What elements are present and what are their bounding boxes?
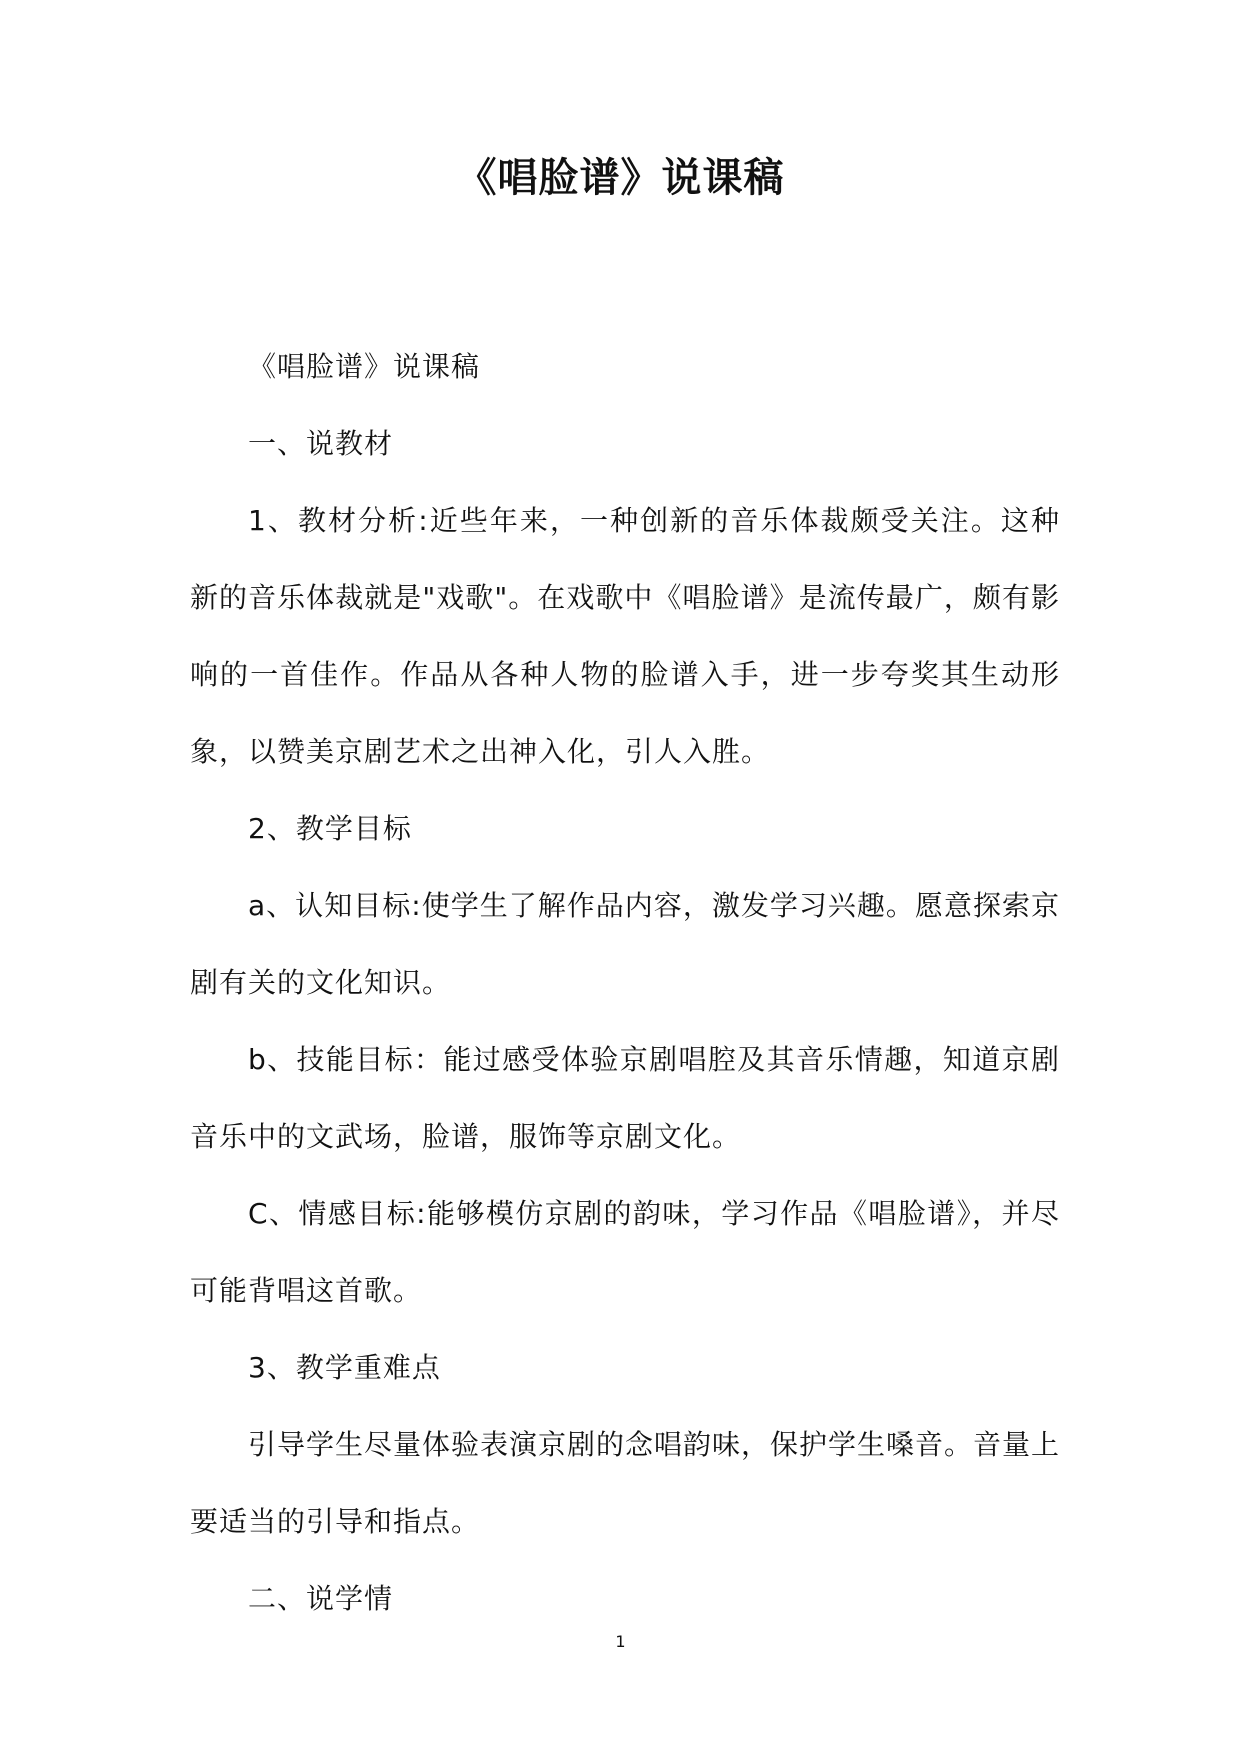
- skill-goal-paragraph: b、技能目标：能过感受体验京剧唱腔及其音乐情趣，知道京剧音乐中的文武场，脸谱，服饰等京剧文化。: [190, 1043, 1060, 1153]
- document-title: 《唱脸谱》说课稿: [456, 155, 785, 201]
- teaching-goals-heading: 2、教学目标: [248, 812, 412, 845]
- cognitive-goal-paragraph: a、认知目标:使学生了解作品内容，激发学习兴趣。愿意探索京剧有关的文化知识。: [190, 889, 1060, 999]
- section-heading-textbook: 一、说教材: [248, 427, 394, 460]
- section-heading-students: 二、说学情: [248, 1582, 394, 1615]
- page-number: 1: [615, 1632, 626, 1651]
- key-difficulties-paragraph: 引导学生尽量体验表演京剧的念唱韵味，保护学生嗓音。音量上要适当的引导和指点。: [190, 1428, 1061, 1538]
- subtitle-paragraph: 《唱脸谱》说课稿: [248, 350, 481, 383]
- key-difficulties-heading: 3、教学重难点: [248, 1351, 441, 1384]
- document-body: [190, 328, 1060, 1637]
- emotional-goal-paragraph: C、情感目标:能够模仿京剧的韵味，学习作品《唱脸谱》，并尽可能背唱这首歌。: [190, 1197, 1060, 1307]
- textbook-analysis-paragraph: 1、教材分析:近些年来，一种创新的音乐体裁颇受关注。这种新的音乐体裁就是"戏歌"。在戏歌中《唱脸谱》是流传最广，颇有影响的一首佳作。作品从各种人物的脸谱入手，进一步夸奖其生动形象，以赞美京剧艺术之出神入化，引人入胜。: [190, 504, 1060, 768]
